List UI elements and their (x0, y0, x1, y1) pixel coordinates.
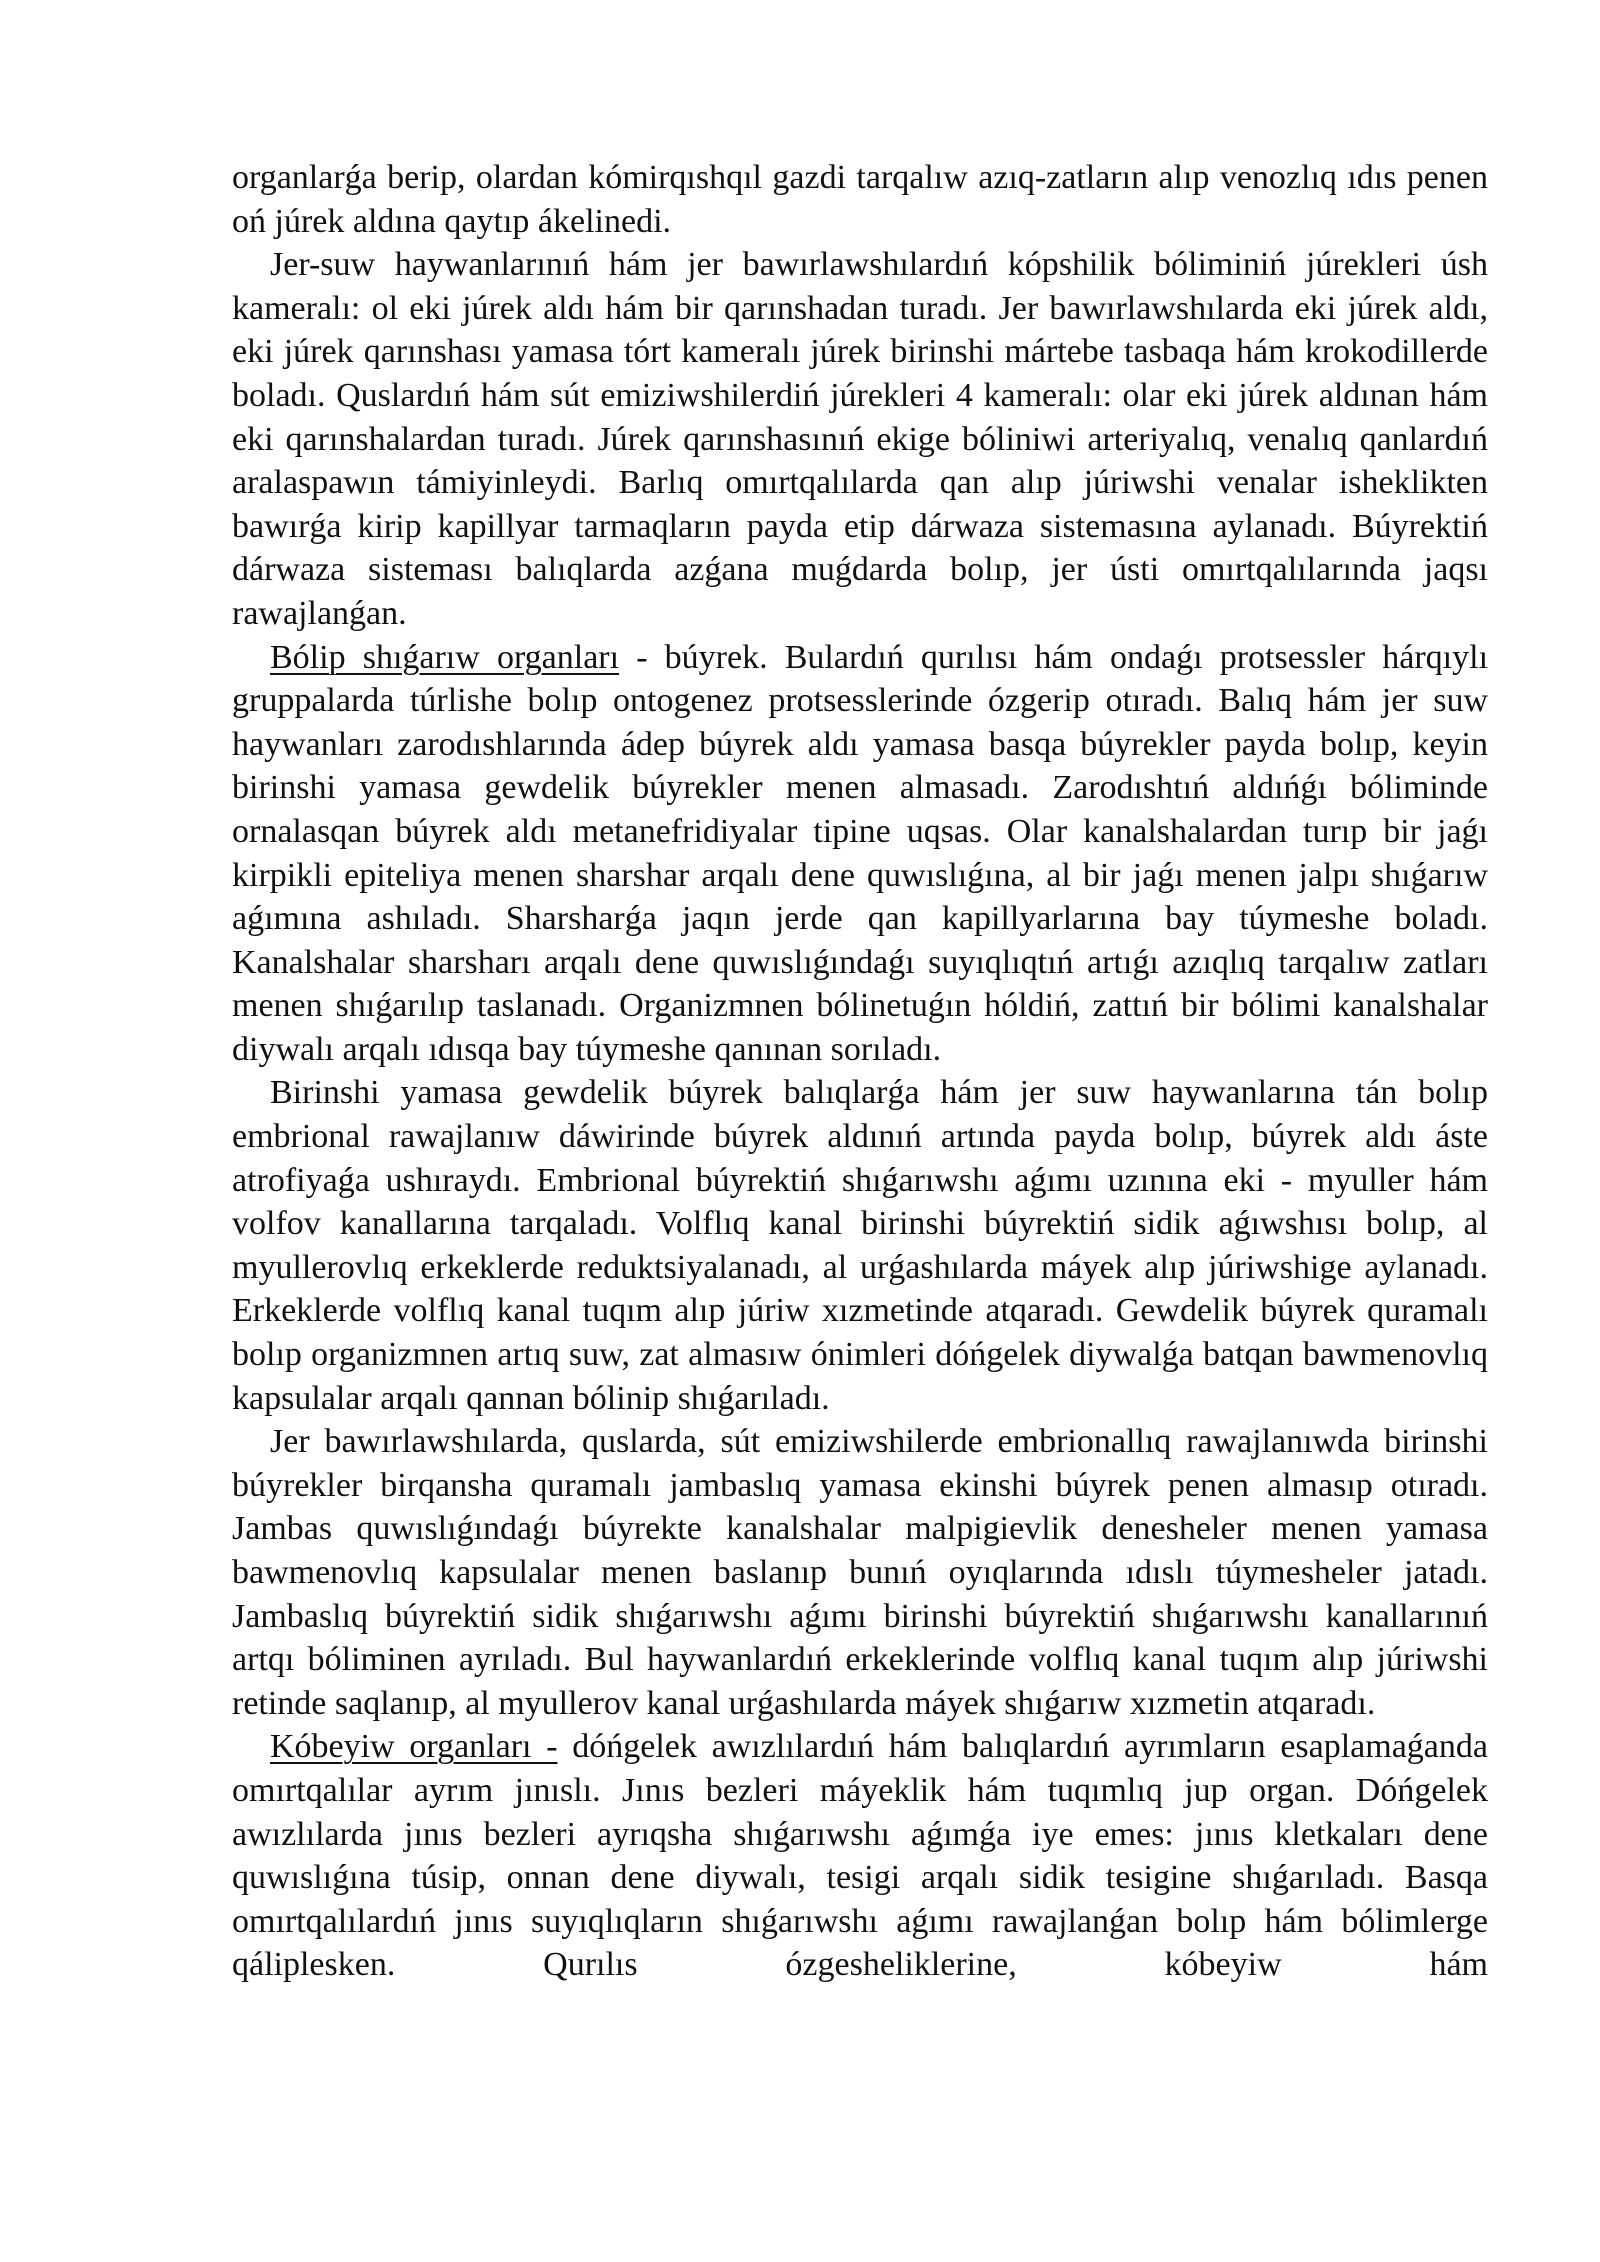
section-heading-reproductive: Kóbeyiw organları - (270, 1728, 558, 1766)
paragraph-heart-chambers (232, 243, 1488, 635)
paragraph-text: Jer bawırlawshılarda, quslarda, sút emiziwshilerde embrionallıq rawajlanıwda birinshi búyrekler birqansha quramalı jambaslıq yamasa ekinshi búyrek penen almasıp otıradı. Jambas quwıslıǵındaǵı búyrekte kanalshalar malpigievlik denesheler menen yamasa bawmenovlıq kapsulalar menen baslanıp bunıń oyıqlarında ıdıslı túymesheler jatadı. Jambaslıq búyrektiń sidik shıǵarıwshı aǵımı birinshi búyrektiń shıǵarıwshı kanallarınıń artqı bóliminen ayrıladı. Bul haywanlardıń erkeklerinde volflıq kanal tuqım alıp júriwshi retinde saqlanıp, al myullerov kanal urǵashılarda máyek shıǵarıw xızmetin atqaradı. (232, 1423, 1488, 1722)
document-page (232, 156, 1488, 1987)
paragraph-text: organlarǵa berip, olardan kómirqıshqıl gazdi tarqalıw azıq-zatların alıp venozlıq ıdıs penen oń júrek aldına qaytıp ákelinedi. (232, 159, 1488, 240)
paragraph-excretory-organs (232, 636, 1488, 1072)
paragraph-text: dóńgelek awızlılardıń hám balıqlardıń ayrımların esaplamaǵanda omırtqalılar ayrım jınıslı. Jınıs bezleri máyeklik hám tuqımlıq jup organ. Dóńgelek awızlılarda jınıs bezleri ayrıqsha shıǵarıwshı aǵımǵa iye emes: jınıs kletkaları dene quwıslıǵına túsip, onnan dene diywalı, tesigi arqalı sidik tesigine shıǵarıladı. Basqa omırtqalılardıń jınıs suyıqlıqların shıǵarıwshı aǵımı rawajlanǵan bolıp hám bólimlerge qáliplesken. Qurılıs ózgesheliklerine, kóbeyiw hám (232, 1728, 1488, 1984)
paragraph-first-kidney (232, 1071, 1488, 1420)
section-heading-excretory: Bólip shıǵarıw organları (270, 638, 620, 676)
paragraph-heart-return (232, 156, 1488, 243)
paragraph-text: Birinshi yamasa gewdelik búyrek balıqlarǵa hám jer suw haywanlarına tán bolıp embrional rawajlanıw dáwirinde búyrek aldınıń artında payda bolıp, búyrek aldı áste atrofiyaǵa ushıraydı. Embrional búyrektiń shıǵarıwshı aǵımı uzınına eki - myuller hám volfov kanallarına tarqaladı. Volflıq kanal birinshi búyrektiń sidik aǵıwshısı bolıp, al myullerovlıq erkeklerde reduktsiyalanadı, al urǵashılarda máyek alıp júriwshige aylanadı. Erkeklerde volflıq kanal tuqım alıp júriw xızmetinde atqaradı. Gewdelik búyrek quramalı bolıp organizmnen artıq suw, zat almasıw ónimleri dóńgelek diywalǵa batqan bawmenovlıq kapsulalar arqalı qannan bólinip shıǵarıladı. (232, 1074, 1488, 1417)
paragraph-reproductive-organs (232, 1725, 1488, 1987)
paragraph-text: - búyrek. Bulardıń qurılısı hám ondaǵı protsessler hárqıylı gruppalarda túrlishe bolıp ontogenez protsesslerinde ózgerip otıradı. Balıq hám jer suw haywanları zarodıshlarında ádep búyrek aldı yamasa basqa búyrekler payda bolıp, keyin birinshi yamasa gewdelik búyrekler menen almasadı. Zarodıshtıń aldıńǵı bóliminde ornalasqan búyrek aldı metanefridiyalar tipine uqsas. Olar kanalshalardan turıp bir jaǵı kirpikli epiteliya menen sharshar arqalı dene quwıslıǵına, al bir jaǵı menen jalpı shıǵarıw aǵımına ashıladı. Sharsharǵa jaqın jerde qan kapillyarlarına bay túymeshe boladı. Kanalshalar sharsharı arqalı dene quwıslıǵındaǵı suyıqlıqtıń artıǵı azıqlıq tarqalıw zatları menen shıǵarılıp taslanadı. Organizmnen bólinetuǵın hóldiń, zattıń bir bólimi kanalshalar diywalı arqalı ıdısqa bay túymeshe qanınan sorıladı. (232, 638, 1489, 1068)
paragraph-pelvic-kidney (232, 1420, 1488, 1725)
paragraph-text: Jer-suw haywanlarınıń hám jer bawırlawshılardıń kópshilik bóliminiń júrekleri úsh kameralı: ol eki júrek aldı hám bir qarınshadan turadı. Jer bawırlawshılarda eki júrek aldı, eki júrek qarınshası yamasa tórt kameralı júrek birinshi mártebe tasbaqa hám krokodillerde boladı. Quslardıń hám sút emiziwshilerdiń júrekleri 4 kameralı: olar eki júrek aldınan hám eki qarınshalardan turadı. Júrek qarınshasınıń ekige bóliniwi arteriyalıq, venalıq qanlardıń aralaspawın támiyinleydi. Barlıq omırtqalılarda qan alıp júriwshi venalar isheklikten bawırǵa kirip kapillyar tarmaqların payda etip dárwaza sistemasına aylanadı. Búyrektiń dárwaza sisteması balıqlarda azǵana muǵdarda bolıp, jer ústi omırtqalılarında jaqsı rawajlanǵan. (232, 246, 1488, 632)
